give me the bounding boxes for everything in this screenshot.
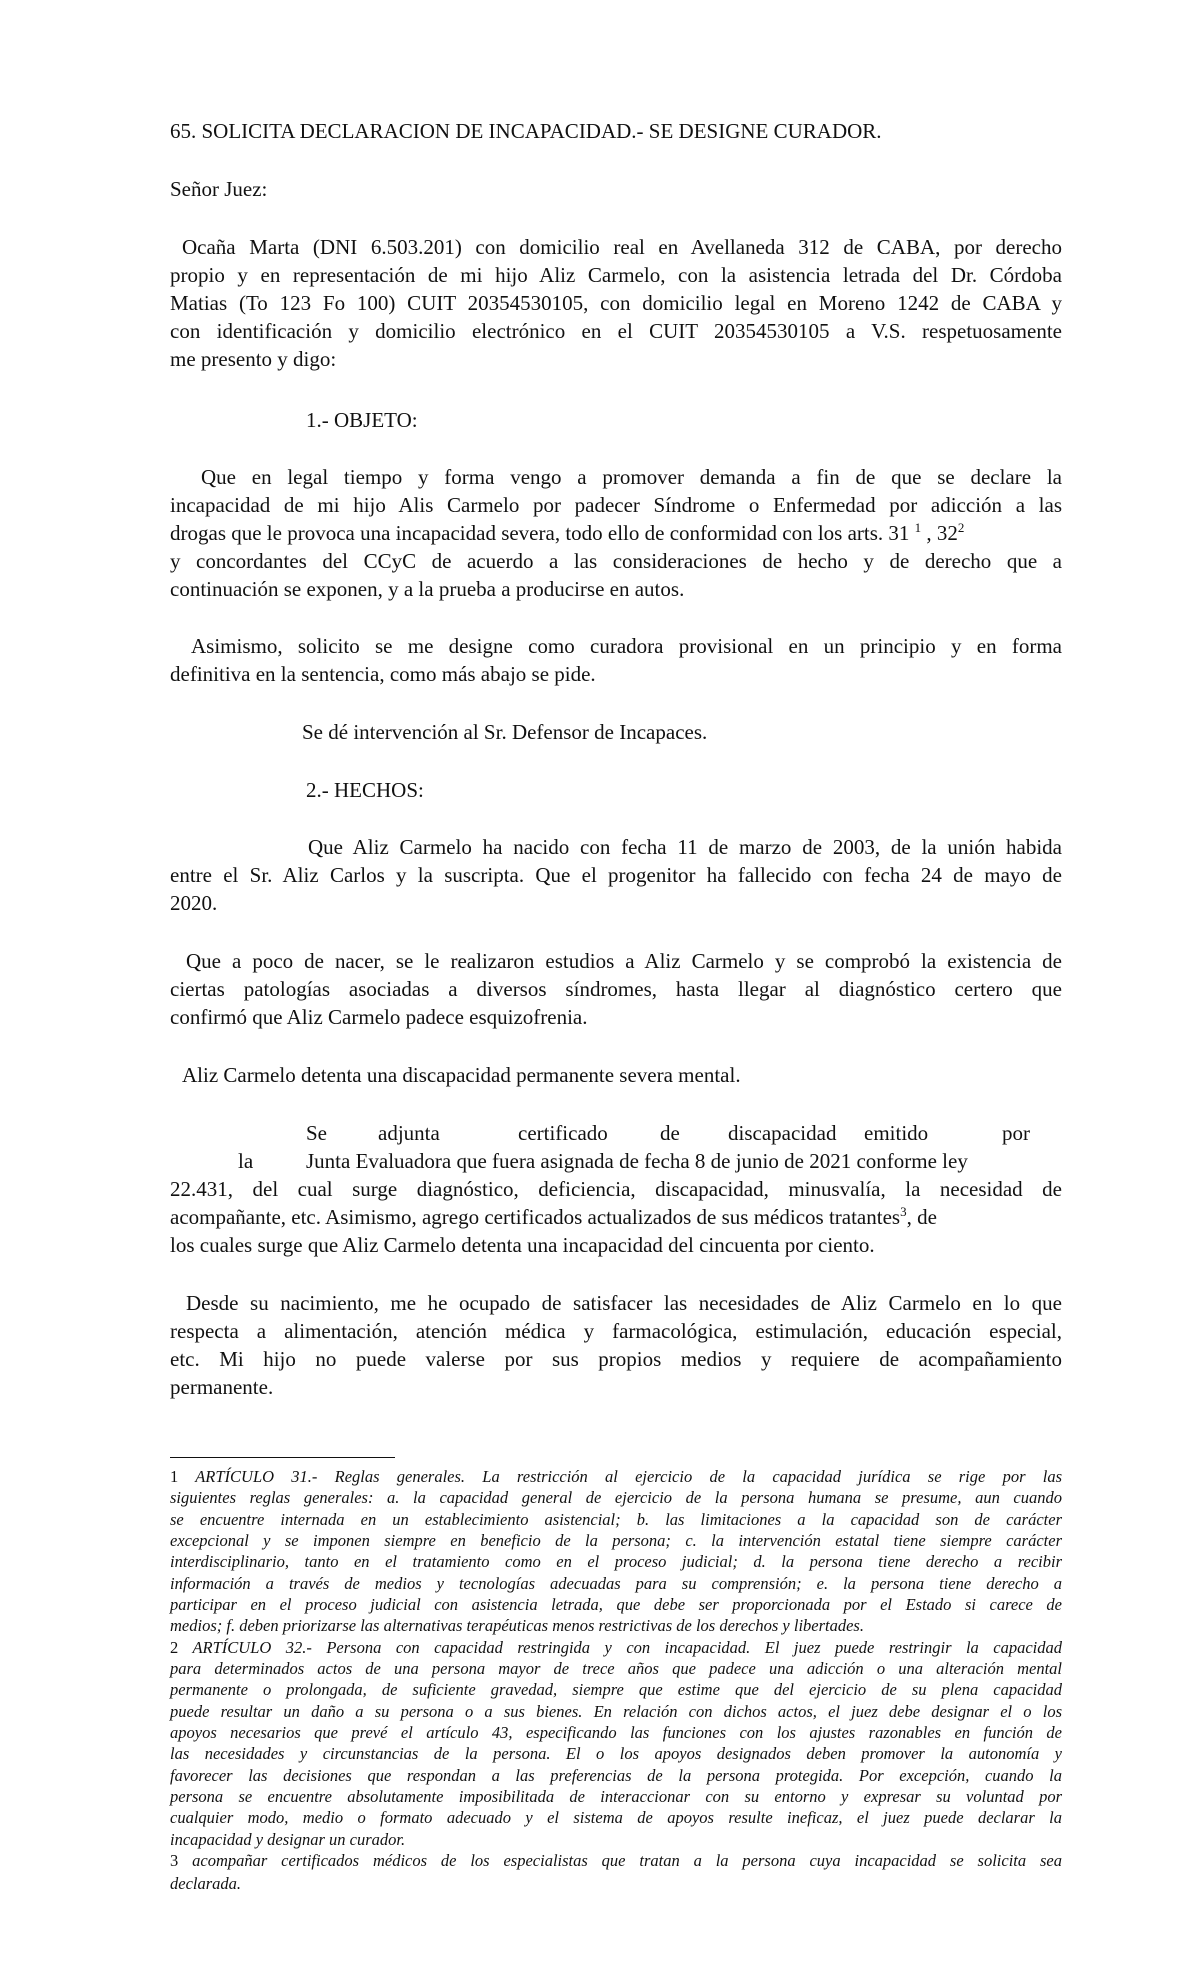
objeto-line: incapacidad de mi hijo Alis Carmelo por padecer Síndrome o Enfermedad por adicción a las [170,493,1062,517]
certificado-word: Se [306,1121,327,1145]
curadora-line: Asimismo, solicito se me designe como curadora provisional en un principio y en forma [191,634,1062,658]
footnote-1-line: se encuentre internada en un establecimiento asistencial; b. las limitaciones a la capacidad son de carácter [170,1510,1062,1529]
intro-line: Ocaña Marta (DNI 6.503.201) con domicilio real en Avellaneda 312 de CABA, por derecho [182,235,1062,259]
certificado-line: 22.431, del cual surge diagnóstico, deficiencia, discapacidad, minusvalía, la necesidad de [170,1177,1062,1201]
nacimiento-line: Desde su nacimiento, me he ocupado de satisfacer las necesidades de Aliz Carmelo en lo que [186,1291,1062,1315]
certificado-line: acompañante, etc. Asimismo, agrego certificados actualizados de sus médicos tratantes [170,1205,901,1229]
footnote-2-line: favorecer las decisiones que respondan a las preferencias de la persona protegida. Por excepción, cuando la [170,1766,1062,1785]
certificado-word: la [238,1149,254,1173]
nacimiento-line: permanente. [170,1375,274,1399]
certificado-word: discapacidad [728,1121,837,1145]
footnote-2-text: ARTÍCULO 32.- Persona con capacidad restringida y con incapacidad. El juez puede restringir la capacidad [192,1638,1063,1657]
objeto-line: Que en legal tiempo y forma vengo a promover demanda a fin de que se declare la [201,465,1062,489]
hechos-line: Que Aliz Carmelo ha nacido con fecha 11 de marzo de 2003, de la unión habida [308,835,1062,859]
footnote-1-line: interdisciplinario, tanto en el tratamiento como en el proceso judicial; d. la persona tiene derecho a recibir [170,1552,1062,1571]
footnote-1-line: información a través de medios y tecnologías adecuadas para su comprensión; e. la persona tiene derecho a [170,1574,1062,1593]
footnote-1-line: siguientes reglas generales: a. la capacidad general de ejercicio de la persona humana se presume, aun cuando [170,1488,1062,1507]
section-heading-hechos: 2.- HECHOS: [306,778,424,802]
certificado-line: los cuales surge que Aliz Carmelo detenta una incapacidad del cincuenta por ciento. [170,1233,875,1257]
footnote-2-line: las necesidades y circunstancias de la persona. El o los apoyos designados deben promover la autonomía y [170,1744,1062,1763]
footnote-3-number: 3 [170,1851,179,1870]
nacimiento-line: respecta a alimentación, atención médica y farmacológica, estimulación, educación especial, [170,1319,1062,1343]
footnote-1-line [170,1466,1062,1487]
footnote-2-line: cualquier modo, medio o formato adecuado y el sistema de apoyos resulte ineficaz, el juez puede declarar la [170,1808,1062,1827]
certificado-line-ref [170,1203,937,1231]
hechos-line: 2020. [170,891,218,915]
footnote-2-number: 2 [170,1638,179,1657]
hechos-line: Que a poco de nacer, se le realizaron estudios a Aliz Carmelo y se comprobó la existencia de [186,949,1062,973]
curadora-line: definitiva en la sentencia, como más abajo se pide. [170,662,596,686]
footnote-1-line: medios; f. deben priorizarse las alternativas terapéuticas menos restrictivas de los derechos y libertades. [170,1616,864,1635]
footnote-2-line: permanente o prolongada, de suficiente gravedad, siempre que estime que del ejercicio de su plena capacidad [170,1680,1062,1699]
footnote-ref-1: 1 [914,520,922,535]
intro-line: propio y en representación de mi hijo Aliz Carmelo, con la asistencia letrada del Dr. Córdoba [170,263,1062,287]
hechos-line: entre el Sr. Aliz Carlos y la suscripta. Que el progenitor ha fallecido con fecha 24 de mayo de [170,863,1062,887]
footnote-ref-2: 2 [957,520,965,535]
footnote-2-line: persona se encuentre absolutamente imposibilitada de interaccionar con su entorno y expresar su voluntad por [170,1787,1062,1806]
document-title: 65. SOLICITA DECLARACION DE INCAPACIDAD.- SE DESIGNE CURADOR. [170,119,882,143]
objeto-line: continuación se exponen, y a la prueba a producirse en autos. [170,577,685,601]
certificado-word: emitido [864,1121,929,1145]
objeto-line: drogas que le provoca una incapacidad severa, todo ello de conformidad con los arts. 31 [170,521,910,545]
certificado-word: adjunta [378,1121,440,1145]
hechos-line: ciertas patologías asociadas a diversos síndromes, hasta llegar al diagnóstico certero que [170,977,1062,1001]
objeto-ref-sep: , 32 [921,521,958,545]
footnote-1-text: ARTÍCULO 31.- Reglas generales. La restricción al ejercicio de la capacidad jurídica se rige por las [195,1467,1062,1486]
objeto-line-refs [170,519,964,547]
footnote-2-line: apoyos necesarios que prevé el artículo 43, especificando las funciones con los ajustes razonables en función de [170,1723,1062,1742]
hechos-line: confirmó que Aliz Carmelo padece esquizofrenia. [170,1005,588,1029]
objeto-line: y concordantes del CCyC de acuerdo a las consideraciones de hecho y de derecho que a [170,549,1062,573]
section-heading-objeto: 1.- OBJETO: [306,408,418,432]
footnote-3-text: acompañar certificados médicos de los especialistas que tratan a la persona cuya incapacidad se solicita sea [192,1851,1063,1870]
defensor-paragraph: Se dé intervención al Sr. Defensor de Incapaces. [302,720,708,744]
certificado-line-end: , de [906,1205,937,1229]
intro-line: Matias (To 123 Fo 100) CUIT 20354530105, con domicilio legal en Moreno 1242 de CABA y [170,291,1062,315]
salutation: Señor Juez: [170,177,268,201]
footnote-2-line [170,1637,1062,1658]
footnote-1-line: excepcional y se imponen siempre en beneficio de la persona; c. la intervención estatal tiene siempre carácter [170,1531,1062,1550]
footnote-2-line: puede resultar un daño a su persona o a sus bienes. En relación con dichos actos, el juez debe designar el o los [170,1702,1062,1721]
certificado-word: de [660,1121,680,1145]
hechos-paragraph-3: Aliz Carmelo detenta una discapacidad permanente severa mental. [182,1063,741,1087]
footnote-1-number: 1 [170,1467,179,1486]
footnote-3-line: declarada. [170,1874,242,1893]
footnote-2-line: para determinados actos de una persona mayor de trece años que padece una adicción o una alteración mental [170,1659,1062,1678]
nacimiento-line: etc. Mi hijo no puede valerse por sus propios medios y requiere de acompañamiento [170,1347,1062,1371]
intro-line: con identificación y domicilio electrónico en el CUIT 20354530105 a V.S. respetuosamente [170,319,1062,343]
intro-line: me presento y digo: [170,347,337,371]
footnote-separator [170,1457,395,1458]
certificado-word: certificado [518,1121,608,1145]
footnote-3-line [170,1850,1062,1871]
footnote-2-line: incapacidad y designar un curador. [170,1830,406,1849]
certificado-line: Junta Evaluadora que fuera asignada de fecha 8 de junio de 2021 conforme ley [306,1149,968,1173]
certificado-word: por [1002,1121,1030,1145]
footnote-ref-3: 3 [900,1204,907,1219]
footnote-1-line: participar en el proceso judicial con asistencia letrada, que debe ser proporcionada por el Estado si carece de [170,1595,1062,1614]
